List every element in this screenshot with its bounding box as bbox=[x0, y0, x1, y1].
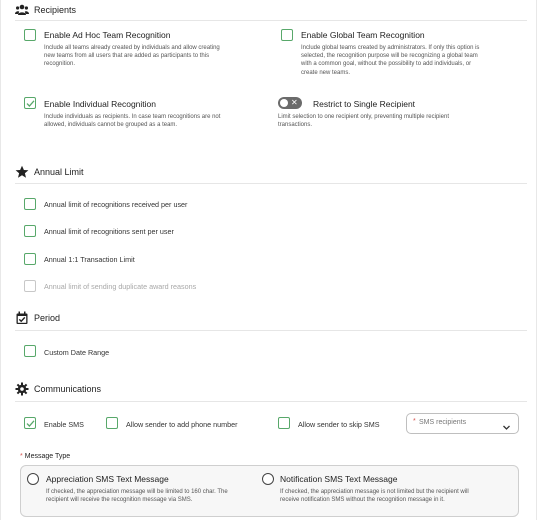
message-type-label: * Message Type bbox=[20, 453, 71, 460]
sms-recipients-placeholder: SMS recipients bbox=[419, 419, 467, 426]
adhoc-team-checkbox[interactable] bbox=[24, 29, 36, 41]
global-team-description: Include global teams created by administrators. If only this option is selected, the recognition purpose will be recognizing a global team with a common goal, without the possibility to add individuals, or create new teams. bbox=[301, 45, 480, 76]
adhoc-team-label: Enable Ad Hoc Team Recognition bbox=[44, 30, 171, 40]
annual-received-limit-checkbox[interactable] bbox=[24, 198, 36, 210]
period-divider bbox=[15, 330, 527, 331]
annual-received-limit-label: Annual limit of recognitions received per user bbox=[44, 200, 188, 209]
annual-limit-section-header bbox=[15, 164, 84, 180]
annual-transaction-limit-checkbox[interactable] bbox=[24, 253, 36, 265]
notification-sms-description: If checked, the appreciation message is not limited but the recipient will receive notification SMS without the recognition message in it. bbox=[280, 489, 469, 504]
custom-date-range-label: Custom Date Range bbox=[44, 348, 110, 357]
allow-phone-label: Allow sender to add phone number bbox=[126, 420, 238, 429]
recipients-title: Recipients bbox=[34, 5, 77, 15]
annual-transaction-limit-label: Annual 1:1 Transaction Limit bbox=[44, 255, 135, 264]
annual-sent-limit-label: Annual limit of recognitions sent per user bbox=[44, 227, 174, 236]
adhoc-team-description: Include all teams already created by individuals and allow creating new teams from all users that are added as participants to this recognition. bbox=[44, 45, 220, 68]
communications-divider bbox=[15, 401, 527, 402]
duplicate-award-limit-label: Annual limit of sending duplicate award reasons bbox=[44, 282, 197, 291]
sms-recipients-select[interactable] bbox=[406, 413, 519, 434]
individual-recognition-description: Include individuals as recipients. In case team recognitions are not allowed, individuals cannot be grouped as a team. bbox=[44, 114, 221, 129]
toggle-knob bbox=[280, 99, 288, 107]
appreciation-sms-radio[interactable] bbox=[27, 473, 39, 485]
star-icon bbox=[15, 165, 29, 179]
single-recipient-description: Limit selection to one recipient only, preventing multiple recipient transactions. bbox=[278, 114, 449, 129]
required-mark: * bbox=[413, 418, 416, 425]
single-recipient-toggle[interactable] bbox=[278, 97, 302, 109]
communications-title: Communications bbox=[34, 384, 102, 394]
custom-date-range-checkbox[interactable] bbox=[24, 345, 36, 357]
users-icon bbox=[15, 3, 29, 17]
notification-sms-radio[interactable] bbox=[262, 473, 274, 485]
check-icon bbox=[26, 99, 35, 108]
duplicate-award-limit-checkbox bbox=[24, 280, 36, 292]
close-icon: ✕ bbox=[291, 98, 298, 107]
annual-sent-limit-checkbox[interactable] bbox=[24, 225, 36, 237]
global-team-label: Enable Global Team Recognition bbox=[301, 30, 425, 40]
period-title: Period bbox=[34, 313, 61, 323]
individual-recognition-checkbox[interactable] bbox=[24, 97, 36, 109]
allow-skip-sms-label: Allow sender to skip SMS bbox=[298, 420, 380, 429]
annual-limit-title: Annual Limit bbox=[34, 167, 84, 177]
enable-sms-checkbox[interactable] bbox=[24, 417, 36, 429]
enable-sms-label: Enable SMS bbox=[44, 420, 84, 429]
appreciation-sms-description: If checked, the appreciation message will be limited to 160 char. The recipient will receive the recognition message via SMS. bbox=[46, 489, 228, 504]
check-icon bbox=[26, 419, 35, 428]
communications-section-header bbox=[15, 381, 101, 397]
notification-sms-label: Notification SMS Text Message bbox=[280, 474, 398, 484]
allow-skip-sms-checkbox[interactable] bbox=[278, 417, 290, 429]
appreciation-sms-label: Appreciation SMS Text Message bbox=[46, 474, 169, 484]
annual-limit-divider bbox=[15, 183, 527, 184]
chevron-down-icon bbox=[502, 419, 511, 437]
calendar-check-icon bbox=[15, 311, 29, 325]
period-section-header bbox=[15, 310, 60, 326]
single-recipient-label: Restrict to Single Recipient bbox=[313, 99, 416, 109]
gear-icon bbox=[15, 382, 29, 396]
individual-recognition-label: Enable Individual Recognition bbox=[44, 99, 156, 109]
recipients-divider bbox=[15, 20, 527, 21]
recipients-section-header bbox=[15, 2, 76, 18]
allow-phone-checkbox[interactable] bbox=[106, 417, 118, 429]
global-team-checkbox[interactable] bbox=[281, 29, 293, 41]
